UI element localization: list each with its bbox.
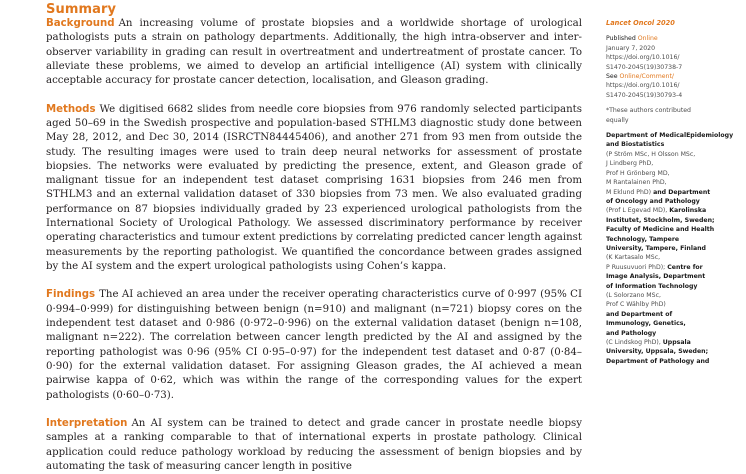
affiliation-institution: University, Uppsala, Sweden;	[606, 348, 709, 356]
affiliation-institution: Institutet, Stockholm, Sweden;	[606, 216, 715, 224]
affiliations-list	[606, 131, 742, 366]
published-online-link[interactable]: Online	[637, 35, 658, 43]
affiliation-line	[606, 300, 742, 309]
affiliation-line	[606, 263, 742, 272]
affiliation-line	[606, 244, 742, 253]
summary-title: Summary	[46, 2, 117, 17]
affiliation-authors: Prof C Wählby PhD)	[606, 301, 666, 309]
affiliation-institution: Uppsala	[662, 339, 691, 346]
methods-paragraph	[46, 103, 582, 275]
affiliation-line	[606, 188, 742, 197]
affiliation-line	[606, 225, 742, 234]
affiliation-institution: of Oncology and Pathology	[606, 197, 700, 205]
affiliation-authors: (L Solorzano MSc,	[606, 291, 661, 299]
affiliation-authors: (Prof L Egevad MD),	[606, 207, 670, 215]
affiliation-authors: J Lindberg PhD,	[606, 160, 654, 168]
affiliation-line	[606, 206, 742, 215]
affiliation-institution: Centre for	[667, 263, 703, 271]
equal-contribution-note	[606, 106, 742, 125]
doi-id[interactable]: S1470-2045(19)30738-7	[606, 63, 683, 71]
affiliation-institution: and Department	[653, 188, 711, 196]
affiliation-line	[606, 197, 742, 206]
affiliation-institution: Karolinska	[669, 207, 707, 215]
affiliation-line	[606, 169, 742, 178]
methods-text: We digitised 6682 slides from needle core biopsies from 976 randomly selected participants aged 50–69 in the Swedish prospective and population-based STHLM3 diagnostic study done between May 28, 2012, and Dec 30, 2014 (ISRCTN84445406), and another 271 from 93 men from outside the study. The resulting images were used to train deep neural networks for assessment of prostate biopsies. The networks were evaluated by predicting the presence, extent, and Gleason grade of malignant tissue for an independent test dataset comprising 1631 biopsies from 246 men from STHLM3 and an external validation dataset of 330 biopsies from 73 men. We also evaluated grading performance on 87 biopsies individually graded by 23 experienced urological pathologists from the International Society of Urological Pathology. We assessed discriminatory performance by receiver operating characteristics and tumour extent predictions by correlating predicted cancer length against measurements by the reporting pathologist. We quantified the concordance between grades assigned by the AI system and the expert urological pathologists using Cohen’s kappa.	[46, 103, 582, 272]
affiliation-institution: Image Analysis, Department	[606, 273, 706, 281]
affiliation-line	[606, 329, 742, 338]
affiliation-institution: University, Tampere, Finland	[606, 244, 706, 252]
affiliation-institution: Department of Pathology and	[606, 357, 710, 365]
findings-heading: Findings	[46, 289, 96, 301]
see-comment-link[interactable]: Online/Comment/	[619, 73, 674, 81]
affiliation-line	[606, 150, 742, 159]
affiliation-institution: Immunology, Genetics,	[606, 320, 686, 328]
sidebar	[606, 19, 742, 366]
comment-url[interactable]: https://doi.org/10.1016/	[606, 82, 680, 90]
affiliation-institution: and Pathology	[606, 329, 657, 337]
affiliation-authors: P Ruusuvuori PhD);	[606, 263, 668, 271]
affiliation-line	[606, 272, 742, 281]
affiliation-institution: and Department of	[606, 310, 673, 318]
published-date: January 7, 2020	[606, 44, 656, 52]
affiliation-line	[606, 357, 742, 366]
findings-paragraph	[46, 288, 582, 402]
equal-note-line-1: *These authors contributed	[606, 107, 691, 115]
affiliation-authors: (C Lindskog PhD),	[606, 339, 663, 346]
published-label: Published	[606, 35, 636, 43]
affiliation-institution: of Information Technology	[606, 282, 698, 290]
affiliation-institution: Epidemiology and Biostatistics	[606, 132, 734, 149]
affiliation-line	[606, 310, 742, 319]
affiliation-line	[606, 338, 742, 347]
abstract-body	[46, 17, 582, 474]
affiliation-authors: (P Ström MSc, H Olsson MSc,	[606, 150, 696, 158]
equal-note-line-2: equally	[606, 116, 629, 124]
affiliation-institution: Technology, Tampere	[606, 235, 680, 243]
affiliation-line	[606, 216, 742, 225]
affiliation-line	[606, 319, 742, 328]
affiliation-line	[606, 253, 742, 262]
affiliation-authors: M Eklund PhD)	[606, 188, 654, 196]
affiliation-line	[606, 159, 742, 168]
affiliation-authors: (K Kartasalo MSc,	[606, 254, 661, 262]
affiliation-line	[606, 131, 742, 150]
doi-url[interactable]: https://doi.org/10.1016/	[606, 54, 680, 62]
journal-citation: Lancet Oncol 2020	[606, 19, 675, 27]
affiliation-line	[606, 178, 742, 187]
affiliation-line	[606, 347, 742, 356]
background-text: An increasing volume of prostate biopsies and a worldwide shortage of urological pathologists puts a strain on pathology departments. Additionally, the high intra-observer and inter-observer variability in grading can result in overtreatment and undertreatment of prostate cancer. To alleviate these problems, we aimed to develop an artificial intelligence (AI) system with clinically acceptable accuracy for prostate cancer detection, localisation, and Gleason grading.	[46, 18, 582, 87]
findings-text: The AI achieved an area under the receiver operating characteristics curve of 0·997 (95% CI 0·994–0·999) for distinguishing between benign (n=910) and malignant (n=721) biopsy cores on the independent test dataset and 0·986 (0·972–0·996) on the external validation dataset (benign n=108, malignant n=222). The correlation between cancer length predicted by the AI and assigned by the reporting pathologist was 0·96 (95% CI 0·95–0·97) for the independent test dataset and 0·87 (0·84–0·90) for the external validation dataset. For assigning Gleason grades, the AI achieved a mean pairwise kappa of 0·62, which was within the range of the corresponding values for the expert pathologists (0·60–0·73).	[46, 289, 582, 401]
affiliation-institution: Faculty of Medicine and Health	[606, 226, 715, 234]
affiliation-line	[606, 291, 742, 300]
interpretation-paragraph	[46, 417, 582, 474]
comment-id[interactable]: S1470-2045(19)30793-4	[606, 91, 683, 99]
interpretation-text: An AI system can be trained to detect and grade cancer in prostate needle biopsy samples at a ranking comparable to that of international experts in prostate pathology. Clinical application could reduce pathology workload by reducing the assessment of benign biopsies and by automating the task of measuring cancer length in positive	[46, 417, 582, 472]
publication-info	[606, 34, 742, 100]
background-paragraph	[46, 17, 582, 88]
background-heading: Background	[46, 18, 115, 29]
affiliation-institution: Department of Medical	[606, 132, 687, 140]
see-label: See	[606, 73, 618, 81]
affiliation-authors: Prof H Grönberg MD,	[606, 169, 670, 177]
interpretation-heading: Interpretation	[46, 417, 128, 429]
affiliation-line	[606, 235, 742, 244]
affiliation-line	[606, 282, 742, 291]
methods-heading: Methods	[46, 103, 96, 115]
affiliation-authors: M Rantalainen PhD,	[606, 179, 667, 187]
